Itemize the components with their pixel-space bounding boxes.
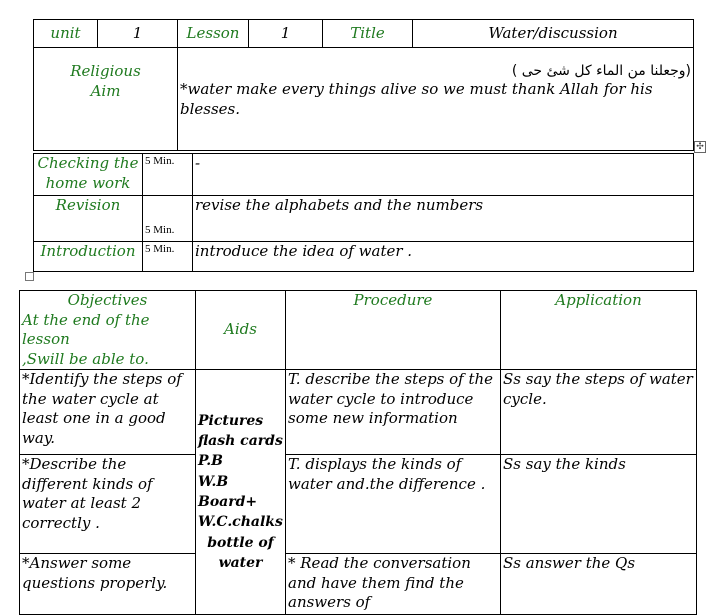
aim-text: *water make every things alive so we must thank Allah for his blesses. [180, 80, 653, 118]
objectives-header-line2: At the end of the lesson [22, 310, 150, 348]
procedure-header: Procedure [286, 291, 501, 370]
application-cell: Ss answer the Qs [501, 554, 697, 615]
stage-label-line1: Checking the [37, 154, 139, 172]
lesson-stages-table [33, 153, 694, 272]
unit-label: unit [34, 20, 98, 48]
lesson-label: Lesson [178, 20, 249, 48]
stage-time: 5 Min. [143, 196, 193, 242]
table-move-handle-icon[interactable]: ✣ [694, 141, 706, 153]
application-cell: Ss say the kinds [501, 455, 697, 554]
lesson-value: 1 [249, 20, 323, 48]
religious-aim-label [34, 48, 178, 151]
aid-item: Board+ [198, 494, 258, 510]
aid-item: P.B [198, 453, 223, 470]
objectives-header-line3: ,Swill be able to. [22, 349, 149, 368]
title-label: Title [323, 20, 413, 48]
stage-time: 5 Min. [143, 242, 193, 272]
aid-item: W.C.chalks [198, 514, 283, 531]
stage-content: introduce the idea of water . [193, 242, 694, 272]
stage-label-line2: home work [45, 173, 131, 192]
religious-aim-label-line2: Aim [90, 81, 121, 100]
objective-cell: *Answer some questions properly. [20, 554, 196, 615]
stage-time: 5 Min. [143, 154, 193, 196]
stage-content: - [193, 154, 694, 196]
objective-cell: *Describe the different kinds of water at least 2 correctly . [20, 455, 196, 554]
application-cell: Ss say the steps of water cycle. [501, 370, 697, 455]
aid-item: flash cards [198, 433, 283, 450]
procedure-cell: * Read the conversation and have them find the answers of [286, 554, 501, 615]
objective-cell: *Identify the steps of the water cycle at least one in a good way. [20, 370, 196, 455]
objectives-header [20, 291, 196, 370]
lesson-plan-table [19, 290, 697, 615]
table-resize-handle[interactable] [25, 272, 34, 281]
aids-header: Aids [196, 291, 286, 370]
arabic-verse: (وجعلنا من الماء كل شئ حى ) [511, 63, 691, 79]
aid-item: Pictures [198, 412, 264, 429]
procedure-cell: T. describe the steps of the water cycle to introduce some new information [286, 370, 501, 455]
procedure-cell: T. displays the kinds of water and.the difference . [286, 455, 501, 554]
stage-label-introduction: Introduction [34, 242, 143, 272]
aids-list [196, 370, 286, 615]
religious-aim-content [178, 48, 694, 151]
stage-label-revision: Revision [34, 196, 143, 242]
unit-value: 1 [98, 20, 178, 48]
lesson-header-table [33, 19, 694, 151]
religious-aim-label-line1: Religious [70, 62, 141, 80]
aid-item: W.B [198, 473, 229, 490]
objectives-header-line1: Objectives [67, 291, 148, 309]
title-value: Water/discussion [413, 20, 694, 48]
application-header: Application [501, 291, 697, 370]
stage-content: revise the alphabets and the numbers [193, 196, 694, 242]
aid-item: bottle of [207, 534, 274, 551]
stage-label-homework [34, 154, 143, 196]
aid-item: water [218, 554, 263, 571]
